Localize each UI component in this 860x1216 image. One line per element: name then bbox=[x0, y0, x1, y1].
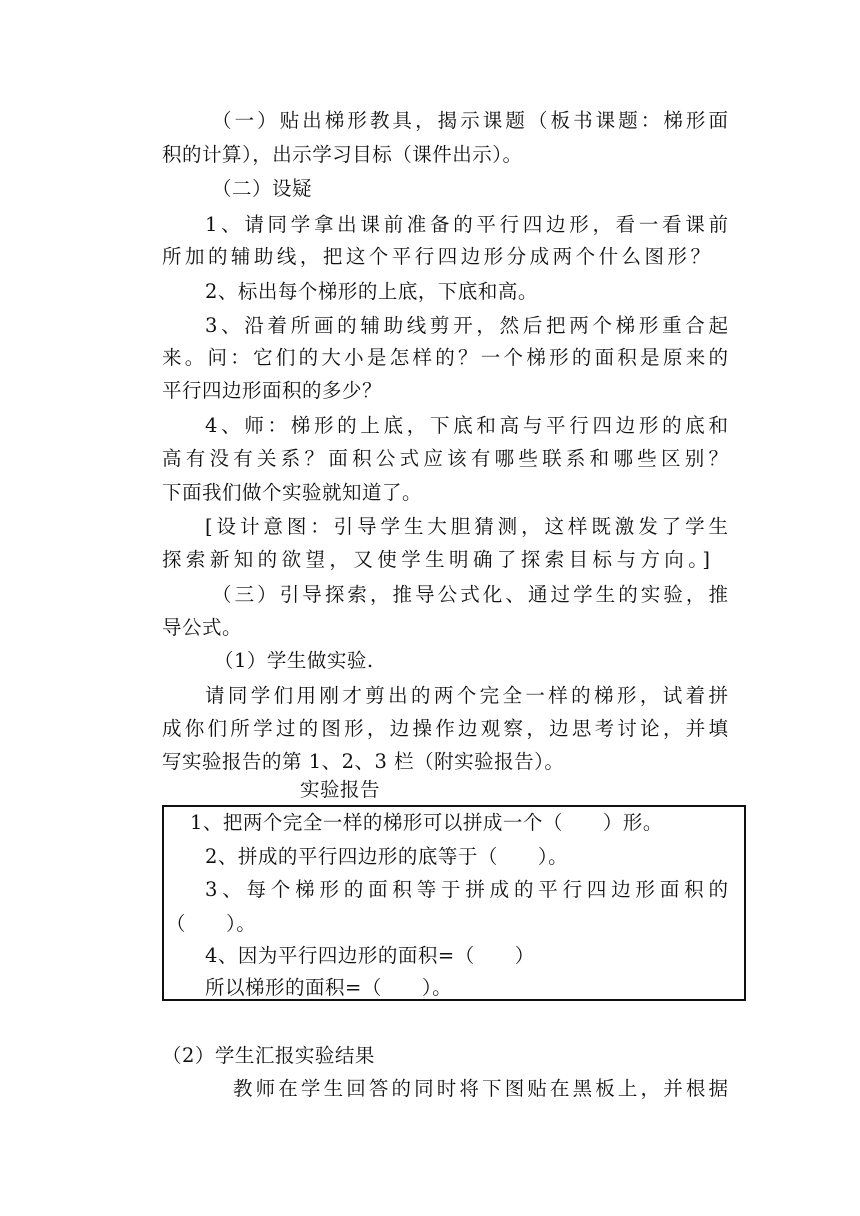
design-intent-line-1: [设计意图：引导学生大胆猜测，这样既激发了学生 bbox=[205, 515, 728, 538]
question-3-line-3: 平行四边形面积的多少？ bbox=[162, 379, 383, 402]
intro-line-2: 积的计算），出示学习目标（课件出示）。 bbox=[162, 143, 523, 166]
subheading-experiment: （1）学生做实验. bbox=[214, 649, 374, 672]
report-row-3-line-2: （ ）。 bbox=[166, 912, 257, 935]
report-row-4: 4、因为平行四边形的面积=（ ） bbox=[205, 944, 535, 967]
intro-line-1: （一）贴出梯形教具，揭示课题（板书课题：梯形面 bbox=[212, 109, 728, 132]
question-4-line-1: 4、师：梯形的上底，下底和高与平行四边形的底和 bbox=[205, 414, 728, 437]
section-heading-3-line-1: （三）引导探索，推导公式化、通过学生的实验，推 bbox=[212, 583, 728, 606]
report-row-1: 1、把两个完全一样的梯形可以拼成一个（ ）形。 bbox=[190, 811, 663, 834]
report-row-5: 所以梯形的面积=（ ）。 bbox=[205, 976, 453, 999]
question-4-line-3: 下面我们做个实验就知道了。 bbox=[162, 481, 423, 504]
report-row-2: 2、拼成的平行四边形的底等于（ ）。 bbox=[205, 845, 569, 868]
section-heading-3-line-2: 导公式。 bbox=[162, 616, 243, 639]
subheading-report-results: （2）学生汇报实验结果 bbox=[162, 1044, 375, 1067]
experiment-para-line-1: 请同学们用刚才剪出的两个完全一样的梯形，试着拼 bbox=[205, 684, 728, 707]
question-3-line-1: 3、沿着所画的辅助线剪开，然后把两个梯形重合起 bbox=[205, 314, 728, 337]
question-1-line-2: 所加的辅助线，把这个平行四边形分成两个什么图形？ bbox=[162, 245, 710, 268]
section-heading-2: （二）设疑 bbox=[212, 177, 313, 200]
question-1-line-1: 1、请同学拿出课前准备的平行四边形，看一看课前 bbox=[205, 213, 728, 236]
teacher-para-line-1: 教师在学生回答的同时将下图贴在黑板上，并根据 bbox=[233, 1077, 728, 1100]
design-intent-line-2: 探索新知的欲望，又使学生明确了探索目标与方向。] bbox=[162, 548, 710, 571]
question-3-line-2: 来。问：它们的大小是怎样的？一个梯形的面积是原来的 bbox=[162, 346, 728, 369]
question-4-line-2: 高有没有关系？面积公式应该有哪些联系和哪些区别？ bbox=[162, 447, 728, 470]
report-row-3-line-1: 3、每个梯形的面积等于拼成的平行四边形面积的 bbox=[205, 878, 728, 901]
experiment-para-line-2: 成你们所学过的图形，边操作边观察，边思考讨论，并填 bbox=[162, 717, 728, 740]
question-2: 2、标出每个梯形的上底，下底和高。 bbox=[205, 280, 538, 303]
experiment-para-line-3: 写实验报告的第 1、2、3 栏（附实验报告）。 bbox=[162, 750, 565, 773]
report-title: 实验报告 bbox=[300, 778, 381, 801]
